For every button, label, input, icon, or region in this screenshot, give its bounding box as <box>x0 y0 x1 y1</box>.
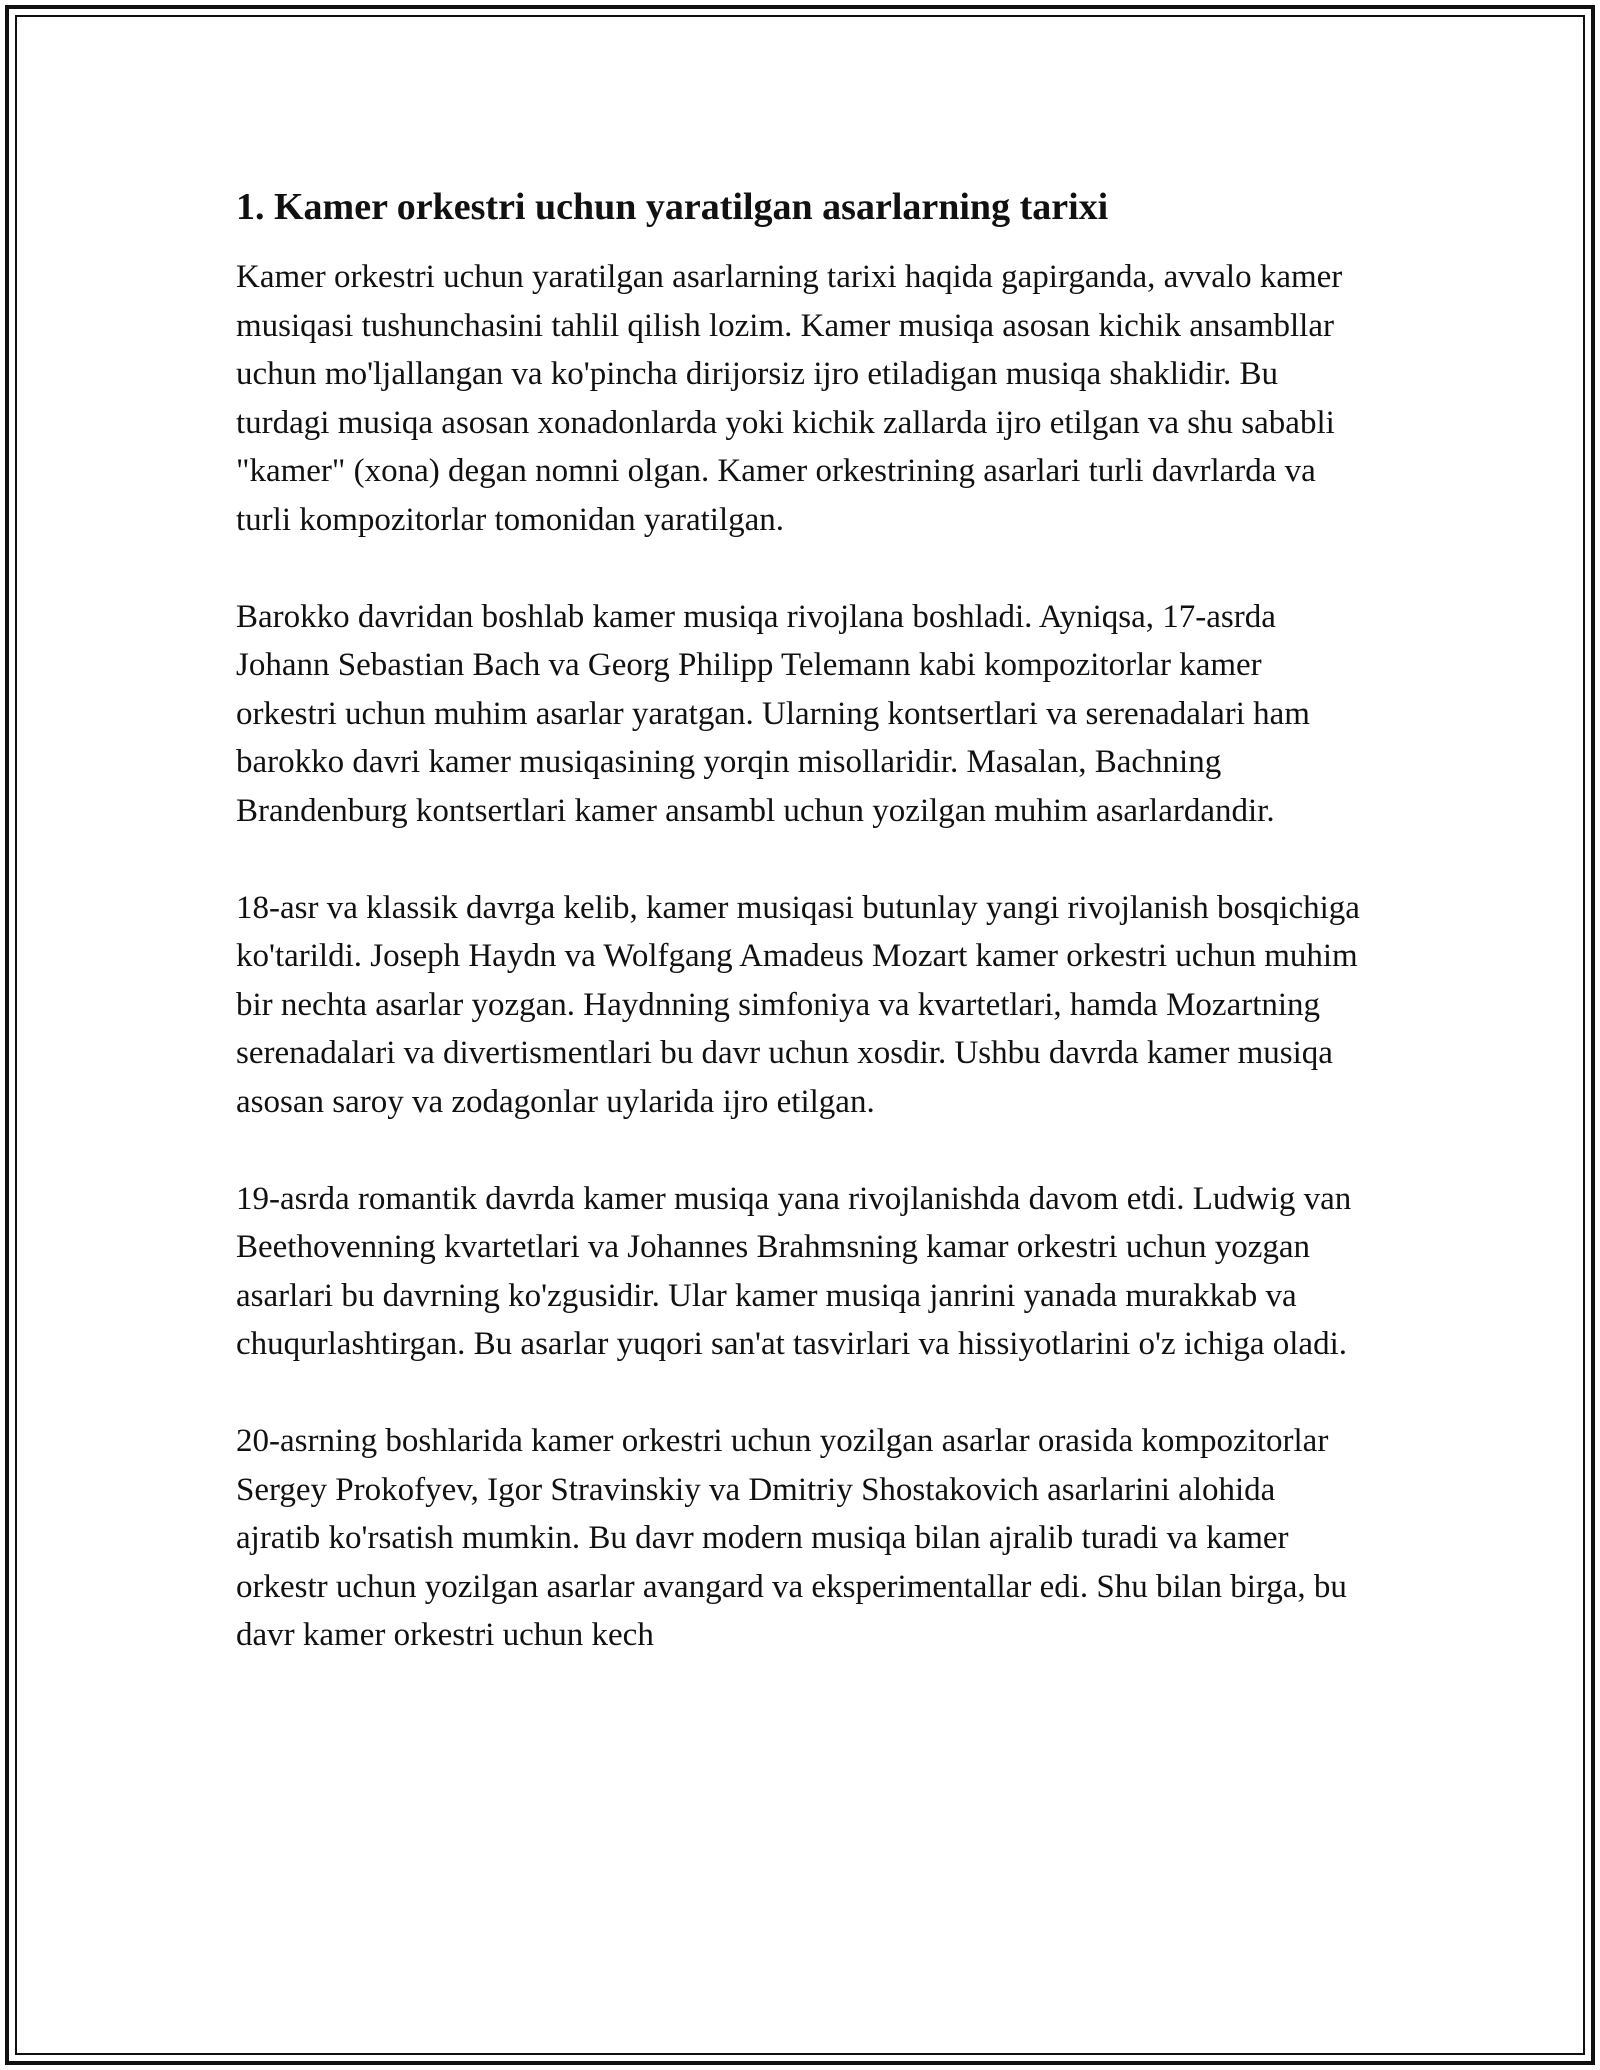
paragraph-twentieth-century: 20-asrning boshlarida kamer orkestri uchun yozilgan asarlar orasida kompozitorlar Sergey Prokofyev, Igor Stravinskiy va Dmitriy Shostakovich asarlarini alohida ajratib ko'rsatish mumkin. Bu davr modern musiqa bilan ajralib turadi va kamer orkestr uchun yozilgan asarlar avangard va eksperimentallar edi. Shu bilan birga, bu davr kamer orkestri uchun kech <box>236 1423 1347 1653</box>
paragraph-classical: 18-asr va klassik davrga kelib, kamer musiqasi butunlay yangi rivojlanish bosqichiga ko'tarildi. Joseph Haydn va Wolfgang Amadeus Mozart kamer orkestri uchun muhim bir nechta asarlar yozgan. Haydnning simfoniya va kvartetlari, hamda Mozartning serenadalari va divertismentlari bu davr uchun xosdir. Ushbu davrda kamer musiqa asosan saroy va zodagonlar uylarida ijro etilgan. <box>236 889 1360 1120</box>
section-heading: 1. Kamer orkestri uchun yaratilgan asarlarning tarixi <box>236 186 1109 228</box>
paragraph-baroque: Barokko davridan boshlab kamer musiqa rivojlana boshladi. Ayniqsa, 17-asrda Johann Sebastian Bach va Georg Philipp Telemann kabi kompozitorlar kamer orkestri uchun muhim asarlar yaratgan. Ularning kontsertlari va serenadalari ham barokko davri kamer musiqasining yorqin misollaridir. Masalan, Bachning Brandenburg kontsertlari kamer ansambl uchun yozilgan muhim asarlardandir. <box>236 598 1310 829</box>
paragraph-romantic: 19-asrda romantik davrda kamer musiqa yana rivojlanishda davom etdi. Ludwig van Beethovenning kvartetlari va Johannes Brahmsning kamar orkestri uchun yozgan asarlari bu davrning ko'zgusidir. Ular kamer musiqa janrini yanada murakkab va chuqurlashtirgan. Bu asarlar yuqori san'at tasvirlari va hissiyotlarini o'z ichiga oladi. <box>236 1180 1352 1362</box>
paragraph-intro: Kamer orkestri uchun yaratilgan asarlarning tarixi haqida gapirganda, avvalo kamer musiqasi tushunchasini tahlil qilish lozim. Kamer musiqa asosan kichik ansambllar uchun mo'ljallangan va ko'pincha dirijorsiz ijro etiladigan musiqa shaklidir. Bu turdagi musiqa asosan xonadonlarda yoki kichik zallarda ijro etilgan va shu sababli "kamer" (xona) degan nomni olgan. Kamer orkestrining asarlari turli davrlarda va turli kompozitorlar tomonidan yaratilgan. <box>236 259 1343 538</box>
document-body <box>236 183 1366 1660</box>
